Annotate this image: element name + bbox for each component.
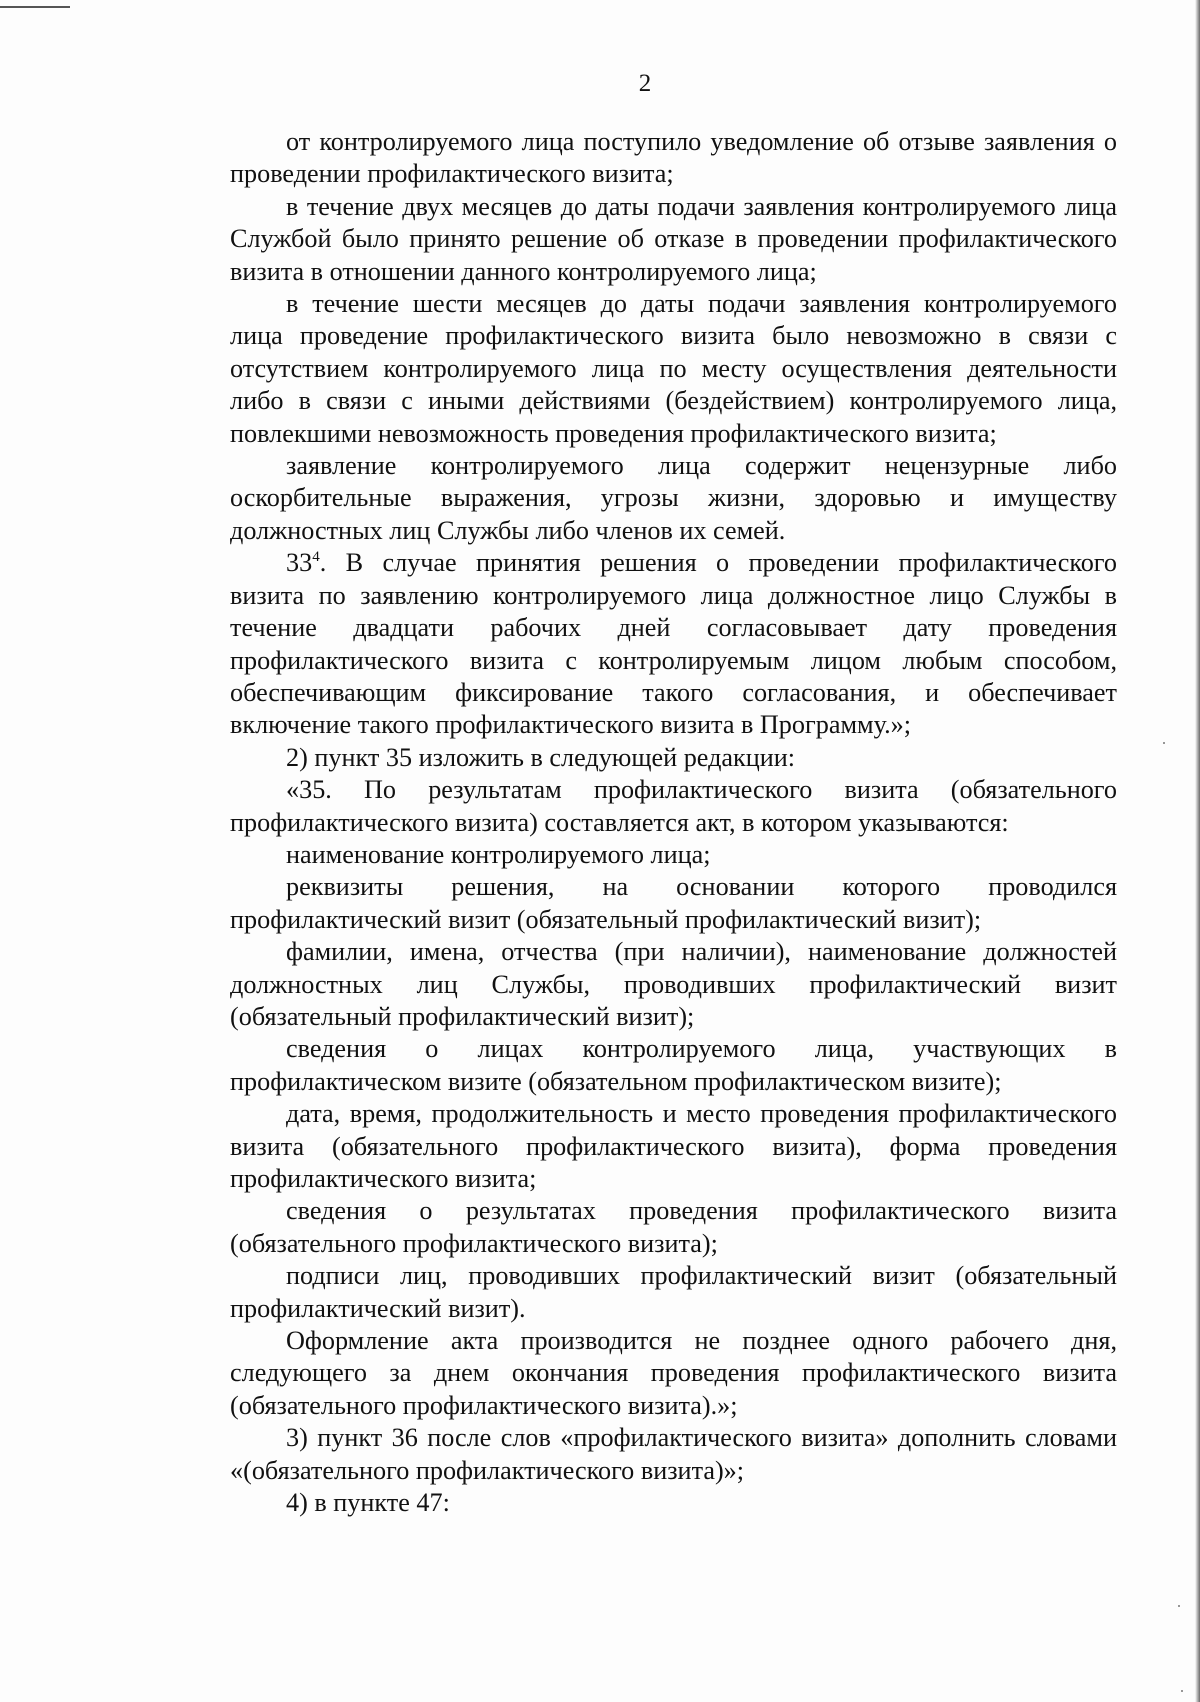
scan-speck bbox=[1163, 742, 1165, 744]
paragraph bbox=[174, 547, 1117, 741]
paragraph bbox=[174, 1487, 1117, 1519]
text-line: 3) пункт 36 после слов «профилактического визита» дополнить словами bbox=[286, 1423, 1117, 1453]
text-line: должностных лиц Службы, проводивших профилактический визит bbox=[230, 969, 1117, 999]
text-line: профилактическом визите (обязательном профилактическом визите); bbox=[230, 1066, 1002, 1096]
text-line: профилактического визита с контролируемым лицом любым способом, bbox=[230, 645, 1117, 675]
text-line: отсутствием контролируемого лица по месту осуществления деятельности bbox=[230, 353, 1117, 383]
clause-text: . В случае принятия решения о проведении профилактического bbox=[319, 548, 1117, 578]
text-line: (обязательного профилактического визита); bbox=[230, 1228, 718, 1258]
page-number: 2 bbox=[638, 70, 652, 97]
text-line: визита (обязательного профилактического визита), форма проведения bbox=[230, 1131, 1117, 1161]
text-line: наименование контролируемого лица; bbox=[286, 839, 711, 869]
text-line: профилактического визита; bbox=[230, 1164, 537, 1193]
text-line: течение двадцати рабочих дней согласовывает дату проведения bbox=[230, 613, 1117, 643]
text-line: проведении профилактического визита; bbox=[230, 159, 674, 189]
text-line: «35. По результатам профилактического визита (обязательного bbox=[286, 775, 1117, 805]
text-line: сведения о лицах контролируемого лица, участвующих в bbox=[286, 1034, 1117, 1064]
paragraph bbox=[174, 871, 1117, 936]
paragraph bbox=[174, 839, 1117, 871]
text-line: Службой было принято решение об отказе в проведении профилактического bbox=[230, 224, 1117, 254]
text-line: дата, время, продолжительность и место проведения профилактического bbox=[286, 1099, 1117, 1129]
text-line: визита по заявлению контролируемого лица должностное лицо Службы в bbox=[230, 580, 1117, 610]
text-line: Оформление акта производится не позднее одного рабочего дня, bbox=[286, 1326, 1117, 1356]
text-line: включение такого профилактического визита в Программу.»; bbox=[230, 710, 911, 740]
text-line: «(обязательного профилактического визита)»; bbox=[230, 1455, 745, 1485]
text-line: 2) пункт 35 изложить в следующей редакции: bbox=[286, 742, 796, 772]
paragraph bbox=[174, 126, 1117, 191]
text-line: профилактический визит (обязательный профилактический визит); bbox=[230, 904, 982, 934]
document-body bbox=[174, 126, 1117, 1519]
paragraph bbox=[174, 191, 1117, 288]
text-line: должностных лиц Службы либо членов их семей. bbox=[230, 515, 786, 545]
paragraph bbox=[174, 450, 1117, 547]
text-line: в течение шести месяцев до даты подачи заявления контролируемого bbox=[286, 289, 1117, 319]
text-line: (обязательного профилактического визита).»; bbox=[230, 1390, 738, 1420]
text-line: оскорбительные выражения, угрозы жизни, здоровью и имуществу bbox=[230, 483, 1117, 513]
text-line: реквизиты решения, на основании которого проводился bbox=[286, 872, 1117, 902]
clause-superscript: 4 bbox=[312, 549, 320, 566]
text-line: фамилии, имена, отчества (при наличии), наименование должностей bbox=[286, 937, 1117, 967]
text-line: повлекшими невозможность проведения профилактического визита; bbox=[230, 418, 997, 448]
text-line: (обязательный профилактический визит); bbox=[230, 1001, 695, 1031]
text-line: визита в отношении данного контролируемого лица; bbox=[230, 256, 817, 286]
text-line: в течение двух месяцев до даты подачи заявления контролируемого лица bbox=[286, 191, 1117, 221]
paragraph bbox=[174, 1260, 1117, 1325]
text-line: либо в связи с иными действиями (бездействием) контролируемого лица, bbox=[230, 386, 1117, 416]
paragraph bbox=[174, 288, 1117, 450]
text-line bbox=[174, 547, 1117, 579]
text-line: сведения о результатах проведения профилактического визита bbox=[286, 1196, 1117, 1226]
paragraph bbox=[174, 1422, 1117, 1487]
text-line: профилактический визит). bbox=[230, 1293, 526, 1323]
paragraph bbox=[174, 1098, 1117, 1195]
text-line: профилактического визита) составляется акт, в котором указываются: bbox=[230, 807, 1009, 837]
paragraph bbox=[174, 1195, 1117, 1260]
clause-number: 33 bbox=[286, 548, 313, 578]
paragraph bbox=[174, 742, 1117, 774]
paragraph bbox=[174, 1325, 1117, 1422]
text-line: лица проведение профилактического визита было невозможно в связи с bbox=[230, 321, 1117, 351]
paragraph bbox=[174, 1033, 1117, 1098]
paragraph bbox=[174, 774, 1117, 839]
text-line: 4) в пункте 47: bbox=[286, 1488, 450, 1518]
scan-edge-shadow bbox=[1195, 0, 1200, 1702]
text-line: заявление контролируемого лица содержит нецензурные либо bbox=[286, 451, 1117, 481]
text-line: следующего за днем окончания проведения профилактического визита bbox=[230, 1358, 1117, 1388]
text-line: от контролируемого лица поступило уведомление об отзыве заявления о bbox=[286, 127, 1117, 156]
scan-speck bbox=[1178, 1605, 1180, 1607]
scan-edge-mark bbox=[0, 6, 70, 8]
text-line: подписи лиц, проводивших профилактический визит (обязательный bbox=[286, 1261, 1117, 1291]
text-line: обеспечивающим фиксирование такого согласования, и обеспечивает bbox=[230, 677, 1117, 707]
paragraph bbox=[174, 936, 1117, 1033]
scan-speck bbox=[1181, 1690, 1183, 1692]
